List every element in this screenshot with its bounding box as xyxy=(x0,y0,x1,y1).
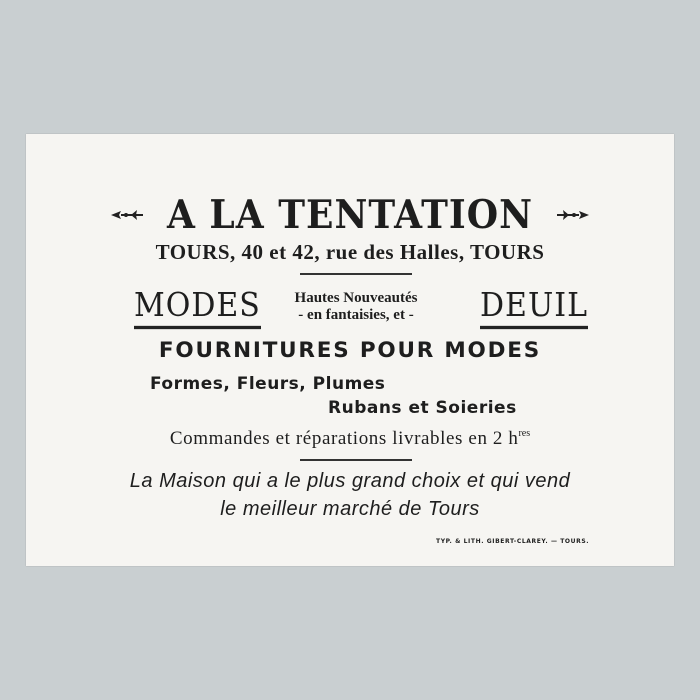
title-row xyxy=(26,190,674,240)
modes-row xyxy=(26,284,674,330)
deuil-label: DEUIL xyxy=(480,286,589,325)
hautes-nouveautes xyxy=(256,290,456,324)
maison-line-2: le meilleur marché de Tours xyxy=(220,498,480,520)
modes-underline xyxy=(134,326,261,329)
fleuron-right-icon xyxy=(555,207,591,223)
maison-line-1: La Maison qui a le plus grand choix et qui vend xyxy=(129,470,571,492)
shop-title: A LA TENTATION xyxy=(166,191,534,239)
address: TOURS, 40 et 42, rue des Halles, TOURS xyxy=(155,240,545,264)
hautes-line-1: Hautes Nouveautés xyxy=(294,290,418,306)
commandes-superscript: res xyxy=(518,428,531,439)
commandes-text: Commandes et réparations livrables en 2 h xyxy=(169,428,519,449)
trade-card xyxy=(26,134,674,566)
divider-top xyxy=(300,273,412,275)
modes-label: MODES xyxy=(134,286,261,325)
rubans-line: Rubans et Soieries xyxy=(328,398,517,418)
deuil-underline xyxy=(480,326,588,329)
fournitures-heading: FOURNITURES POUR MODES xyxy=(158,338,542,363)
fleuron-left-icon xyxy=(109,207,145,223)
modes-word xyxy=(134,286,261,325)
commandes-line xyxy=(26,428,674,450)
hautes-line-2: - en fantaisies, et - xyxy=(298,307,414,323)
deuil-word xyxy=(480,286,588,325)
printer-credit: TYP. & LITH. GIBERT-CLAREY. — TOURS. xyxy=(436,538,590,545)
formes-line: Formes, Fleurs, Plumes xyxy=(150,374,386,394)
divider-bottom xyxy=(300,459,412,461)
